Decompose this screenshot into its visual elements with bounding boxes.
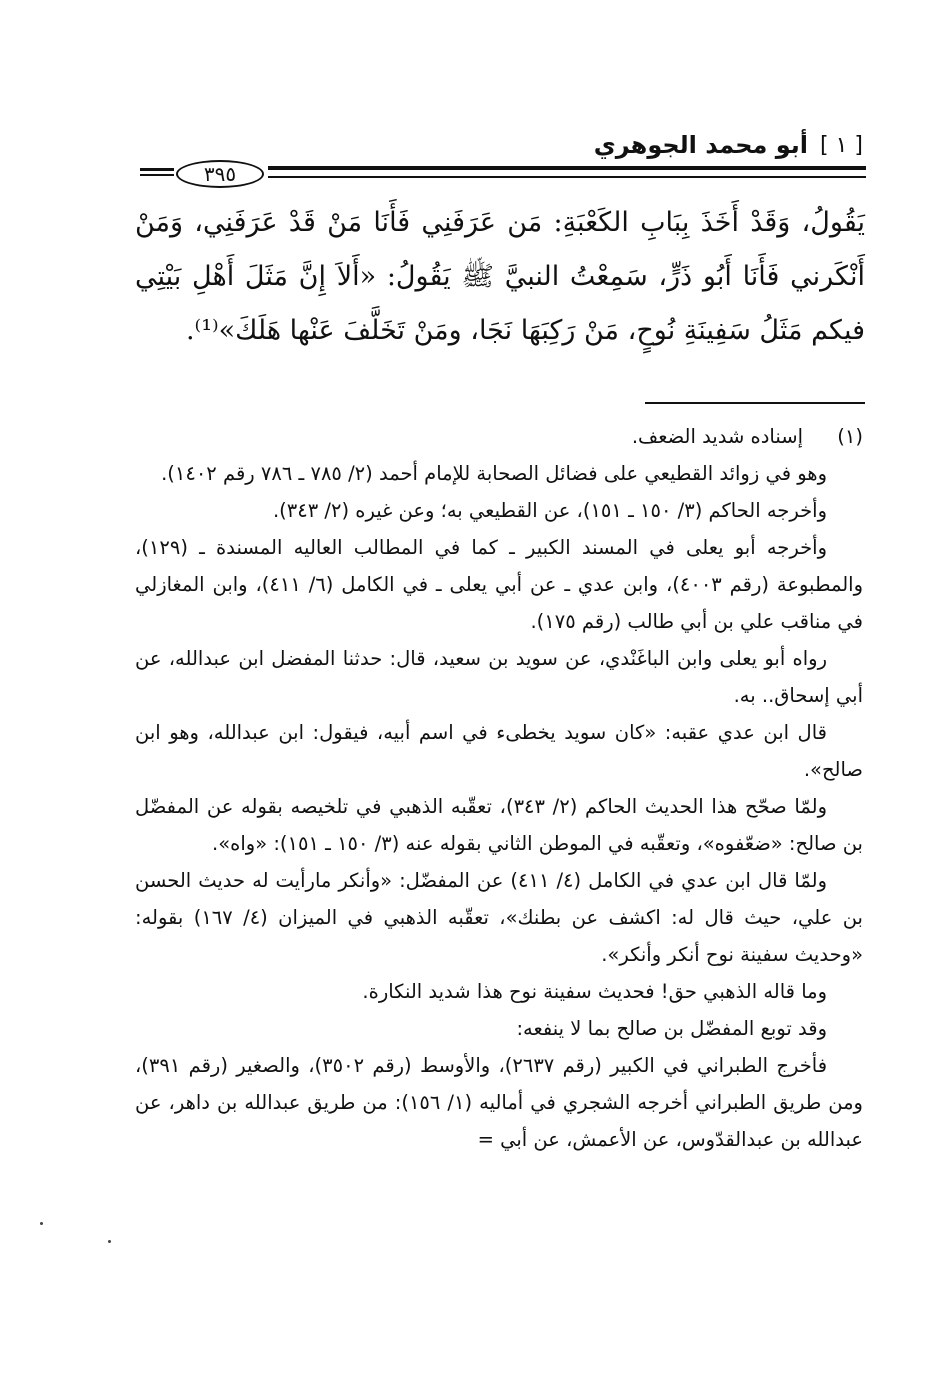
rule-right-segment — [268, 166, 866, 178]
footnote-line: ولمّا صحّح هذا الحديث الحاكم (٢/ ٣٤٣)، تعقّبه الذهبي في تلخيصه بقوله عن المفضّل بن صالح: «ضعّفوه»، وتعقّبه في الموطن الثاني بقوله عنه (٣/ ١٥٠ ـ ١٥١): «واه». — [135, 795, 863, 855]
footnote-line: وما قاله الذهبي حق! فحديث سفينة نوح هذا شديد النكارة. — [362, 980, 827, 1003]
rule-left-segment — [140, 168, 174, 176]
footnote-line: إسناده شديد الضعف. — [631, 425, 803, 448]
footnote-line: وهو في زوائد القطيعي على فضائل الصحابة للإمام أحمد (٢/ ٧٨٥ ـ ٧٨٦ رقم ١٤٠٢). — [161, 462, 827, 485]
footnote-separator — [645, 402, 865, 404]
running-title: أبو محمد الجوهري — [593, 131, 809, 159]
footnote-line: قال ابن عدي عقبه: «كان سويد يخطىء في اسم أبيه، فيقول: ابن عبدالله، وهو ابن صالح». — [135, 721, 863, 781]
main-text — [135, 196, 865, 358]
header-rule — [140, 160, 866, 186]
chapter-marker: [ ١ ] — [820, 132, 863, 158]
footnote-marker: (١) — [837, 425, 863, 448]
page-number: ٣٩٥ — [176, 160, 264, 188]
footnote-line: وأخرجه أبو يعلى في المسند الكبير ـ كما في المطالب العاليه المسندة ـ (١٢٩)، والمطبوعة (رقم ٤٠٠٣)، وابن عدي ـ عن أبي يعلى ـ في الكامل (٦/ ٤١١)، وابن المغازلي في مناقب علي بن أبي طالب (رقم ١٧٥). — [135, 536, 863, 633]
footnote-1-first-line — [135, 418, 863, 455]
footnotes — [135, 418, 863, 1158]
footnote-line: ولمّا قال ابن عدي في الكامل (٤/ ٤١١) عن المفضّل: «وأنكر مارأيت له حديث الحسن بن علي، حيث قال له: اكشف عن بطنك»، تعقّبه الذهبي في الميزان (٤/ ١٦٧) بقوله: «وحديث سفينة نوح أنكر وأنكر». — [135, 869, 863, 966]
scan-speck — [108, 1240, 111, 1243]
footnote-line: فأخرج الطبراني في الكبير (رقم ٢٦٣٧)، والأوسط (رقم ٣٥٠٢)، والصغير (رقم ٣٩١)، ومن طريق الطبراني أخرجه الشجري في أماليه (١/ ١٥٦): من طريق عبدالله بن داهر، عن عبدالله بن عبدالقدّوس، عن الأعمش، عن أبي = — [135, 1054, 863, 1151]
footnote-line: وأخرجه الحاكم (٣/ ١٥٠ ـ ١٥١)، عن القطيعي به؛ وعن غيره (٢/ ٣٤٣). — [272, 499, 827, 522]
footnote-line: وقد توبع المفضّل بن صالح بما لا ينفعه: — [516, 1017, 827, 1040]
page-header — [133, 128, 863, 162]
main-paragraph: يَقُولُ، وَقَدْ أَخَذَ بِبَابِ الكَعْبَةِ: مَن عَرَفَنِي فَأَنَا مَنْ قَدْ عَرَفَنِي، وَمَنْ أَنْكَرني فَأَنَا أَبُو ذَرٍّ، سَمِعْتُ النبيَّ ﷺ يَقُولُ: «أَلاَ إِنَّ مَثَلَ أَهْلِ بَيْتِي فيكم مَثَلُ سَفِينَةِ نُوحٍ، مَنْ رَكِبَهَا نَجَا، ومَنْ تَخَلَّفَ عَنْها هَلَكَ»⁽¹⁾. — [135, 207, 865, 346]
footnote-line: رواه أبو يعلى وابن الباغَنْدي، عن سويد بن سعيد، قال: حدثنا المفضل ابن عبدالله، عن أبي إسحاق.. به. — [135, 647, 863, 707]
scan-speck — [40, 1222, 43, 1225]
